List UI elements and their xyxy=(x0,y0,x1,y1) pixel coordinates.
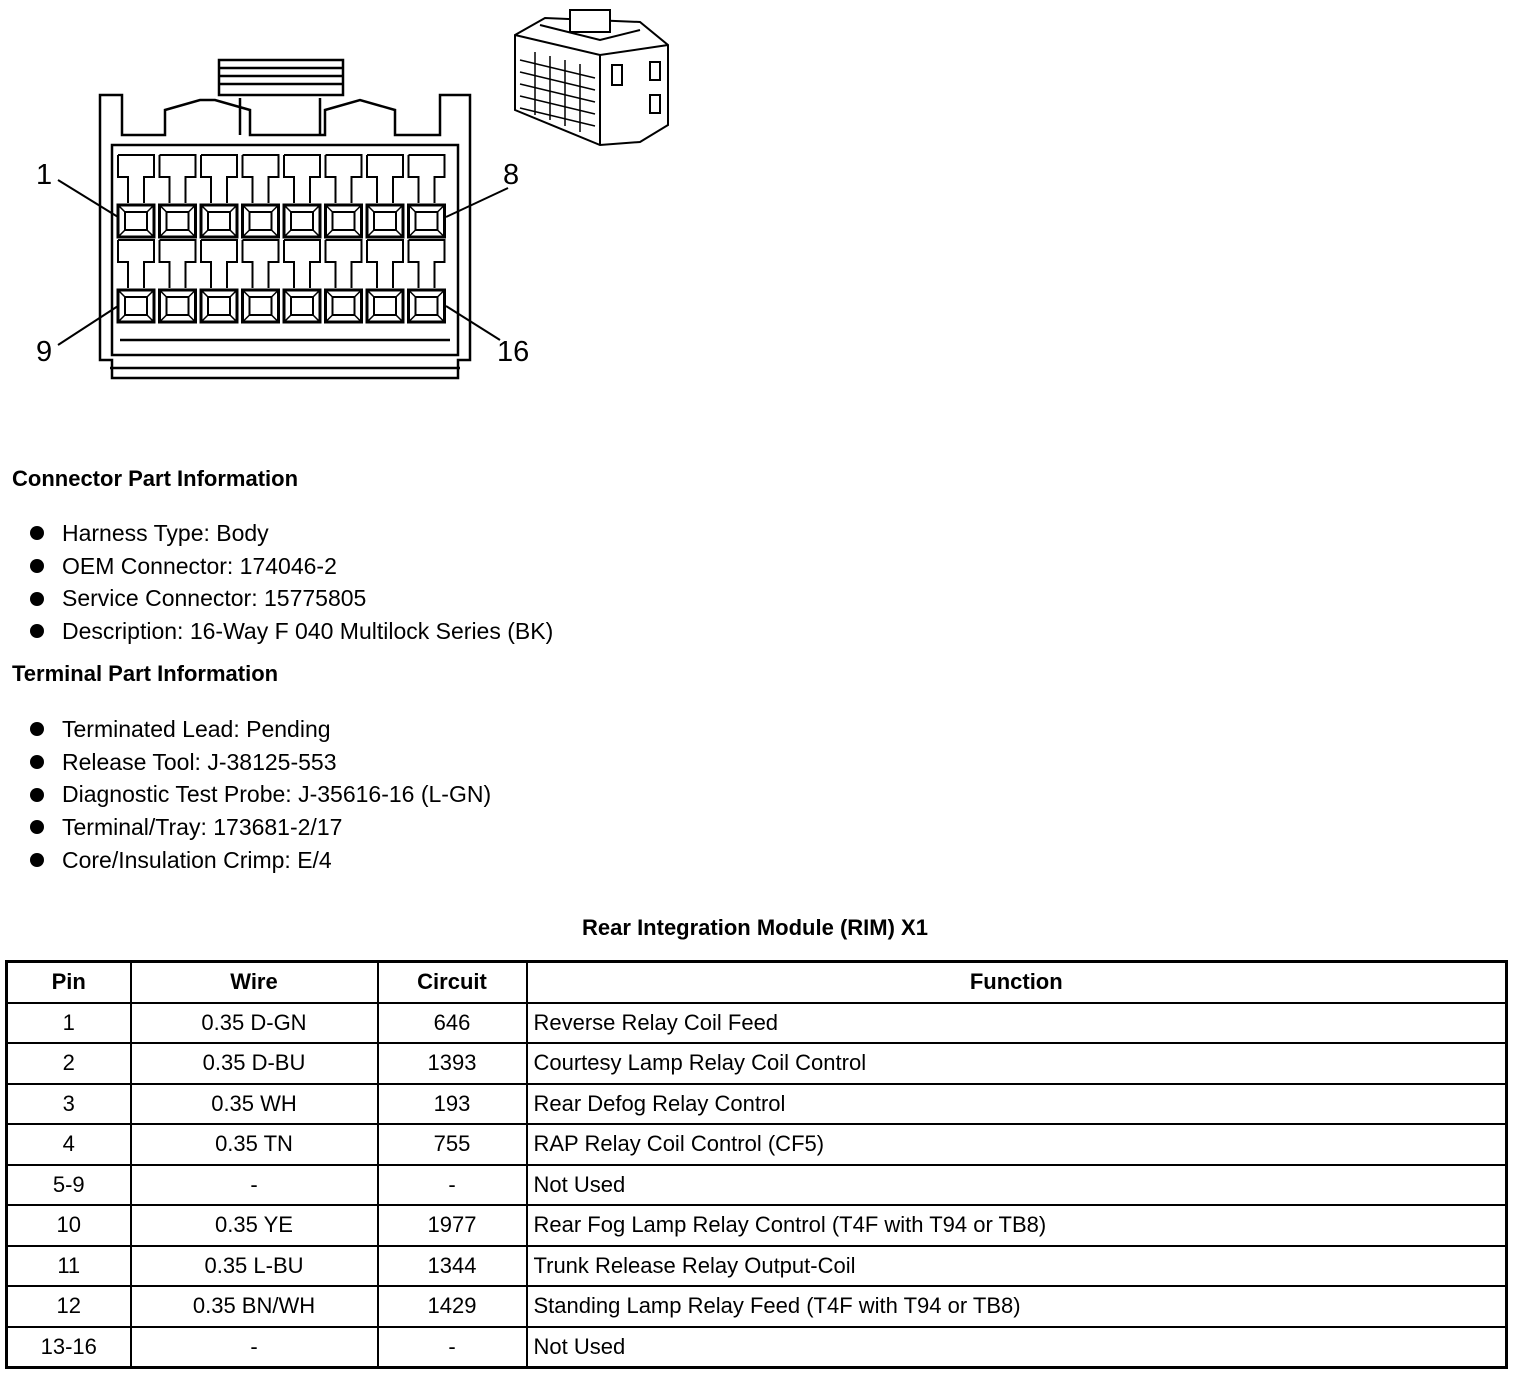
header-pin: Pin xyxy=(7,962,131,1003)
table-row xyxy=(7,1165,1507,1206)
bullet-icon xyxy=(30,820,44,834)
connector-iso-view xyxy=(515,10,668,145)
pin-label-8: 8 xyxy=(503,159,520,191)
terminal-cavity xyxy=(367,240,403,322)
cell-pin: 3 xyxy=(7,1084,131,1125)
bullet-icon xyxy=(30,788,44,802)
bullet-icon xyxy=(30,853,44,867)
cell-function: Reverse Relay Coil Feed xyxy=(527,1003,1507,1044)
cell-wire: - xyxy=(131,1165,378,1206)
terminal-cavity xyxy=(118,155,154,237)
cell-function: Rear Defog Relay Control xyxy=(527,1084,1507,1125)
cell-circuit: 193 xyxy=(378,1084,527,1125)
terminal-cavity xyxy=(284,240,320,322)
table-row xyxy=(7,1084,1507,1125)
cell-function: Standing Lamp Relay Feed (T4F with T94 or TB8) xyxy=(527,1286,1507,1327)
cell-function: Not Used xyxy=(527,1327,1507,1368)
list-item xyxy=(0,550,553,583)
cell-function: Rear Fog Lamp Relay Control (T4F with T94 or TB8) xyxy=(527,1205,1507,1246)
cell-function: Trunk Release Relay Output-Coil xyxy=(527,1246,1507,1287)
table-row xyxy=(7,1205,1507,1246)
bullet-icon xyxy=(30,592,44,606)
cell-wire: 0.35 L-BU xyxy=(131,1246,378,1287)
terminal-cavities xyxy=(118,155,445,322)
cell-pin: 2 xyxy=(7,1043,131,1084)
list-item xyxy=(0,713,491,746)
cell-wire: 0.35 BN/WH xyxy=(131,1286,378,1327)
bullet-icon xyxy=(30,722,44,736)
pin-label-1: 1 xyxy=(36,159,53,191)
cell-circuit: 1393 xyxy=(378,1043,527,1084)
cell-circuit: - xyxy=(378,1327,527,1368)
terminal-cavity xyxy=(201,240,237,322)
cell-pin: 4 xyxy=(7,1124,131,1165)
terminal-cavity xyxy=(284,155,320,237)
terminal-cavity xyxy=(118,240,154,322)
terminal-cavity xyxy=(160,240,196,322)
cell-wire: 0.35 D-BU xyxy=(131,1043,378,1084)
cell-wire: 0.35 D-GN xyxy=(131,1003,378,1044)
terminal-cavity xyxy=(326,155,362,237)
cell-pin: 12 xyxy=(7,1286,131,1327)
terminal-cavity xyxy=(409,240,445,322)
list-item xyxy=(0,811,491,844)
cell-circuit: 1429 xyxy=(378,1286,527,1327)
list-item-text: Description: 16-Way F 040 Multilock Series (BK) xyxy=(62,618,554,645)
terminal-cavity xyxy=(201,155,237,237)
connector-info-list xyxy=(0,517,553,648)
terminal-info-heading: Terminal Part Information xyxy=(12,661,279,686)
list-item xyxy=(0,844,491,877)
list-item-text: OEM Connector: 174046-2 xyxy=(62,552,337,579)
connector-info-heading: Connector Part Information xyxy=(12,466,299,491)
header-wire: Wire xyxy=(131,962,378,1003)
bullet-icon xyxy=(30,624,44,638)
table-row xyxy=(7,1043,1507,1084)
terminal-cavity xyxy=(243,155,279,237)
list-item-text: Harness Type: Body xyxy=(62,520,269,546)
cell-circuit: 1344 xyxy=(378,1246,527,1287)
table-row xyxy=(7,1286,1507,1327)
cell-wire: 0.35 WH xyxy=(131,1084,378,1125)
list-item xyxy=(0,615,553,648)
table-row xyxy=(7,1327,1507,1368)
pin-label-9: 9 xyxy=(36,336,53,368)
cell-pin: 1 xyxy=(7,1003,131,1044)
list-item xyxy=(0,778,491,811)
terminal-cavity xyxy=(160,155,196,237)
cell-wire: 0.35 YE xyxy=(131,1205,378,1246)
terminal-info-list xyxy=(0,713,491,876)
bullet-icon xyxy=(30,526,44,540)
pin-label-16: 16 xyxy=(497,336,530,368)
table-header-row xyxy=(7,962,1507,1003)
list-item-text: Core/Insulation Crimp: E/4 xyxy=(62,846,332,873)
table-row xyxy=(7,1003,1507,1044)
cell-circuit: 646 xyxy=(378,1003,527,1044)
cell-function: Courtesy Lamp Relay Coil Control xyxy=(527,1043,1507,1084)
connector-diagram xyxy=(0,0,700,400)
table-title: Rear Integration Module (RIM) X1 xyxy=(582,915,928,940)
cell-wire: - xyxy=(131,1327,378,1368)
cell-circuit: - xyxy=(378,1165,527,1206)
terminal-cavity xyxy=(243,240,279,322)
cell-function: RAP Relay Coil Control (CF5) xyxy=(527,1124,1507,1165)
list-item-text: Release Tool: J-38125-553 xyxy=(62,748,337,775)
header-circuit: Circuit xyxy=(378,962,527,1003)
list-item-text: Terminal/Tray: 173681-2/17 xyxy=(62,814,343,841)
cell-wire: 0.35 TN xyxy=(131,1124,378,1165)
list-item-text: Terminated Lead: Pending xyxy=(62,716,331,742)
cell-pin: 10 xyxy=(7,1205,131,1246)
cell-pin: 13-16 xyxy=(7,1327,131,1368)
terminal-cavity xyxy=(326,240,362,322)
table-row xyxy=(7,1246,1507,1287)
list-item xyxy=(0,582,553,615)
list-item xyxy=(0,517,553,550)
cell-pin: 5-9 xyxy=(7,1165,131,1206)
bullet-icon xyxy=(30,755,44,769)
cell-pin: 11 xyxy=(7,1246,131,1287)
cell-function: Not Used xyxy=(527,1165,1507,1206)
terminal-cavity xyxy=(367,155,403,237)
cell-circuit: 755 xyxy=(378,1124,527,1165)
bullet-icon xyxy=(30,559,44,573)
terminal-cavity xyxy=(409,155,445,237)
pinout-table xyxy=(5,960,1508,1369)
list-item-text: Service Connector: 15775805 xyxy=(62,585,367,612)
cell-circuit: 1977 xyxy=(378,1205,527,1246)
table-row xyxy=(7,1124,1507,1165)
list-item xyxy=(0,746,491,779)
header-function: Function xyxy=(527,962,1507,1003)
list-item-text: Diagnostic Test Probe: J-35616-16 (L-GN) xyxy=(62,781,492,808)
